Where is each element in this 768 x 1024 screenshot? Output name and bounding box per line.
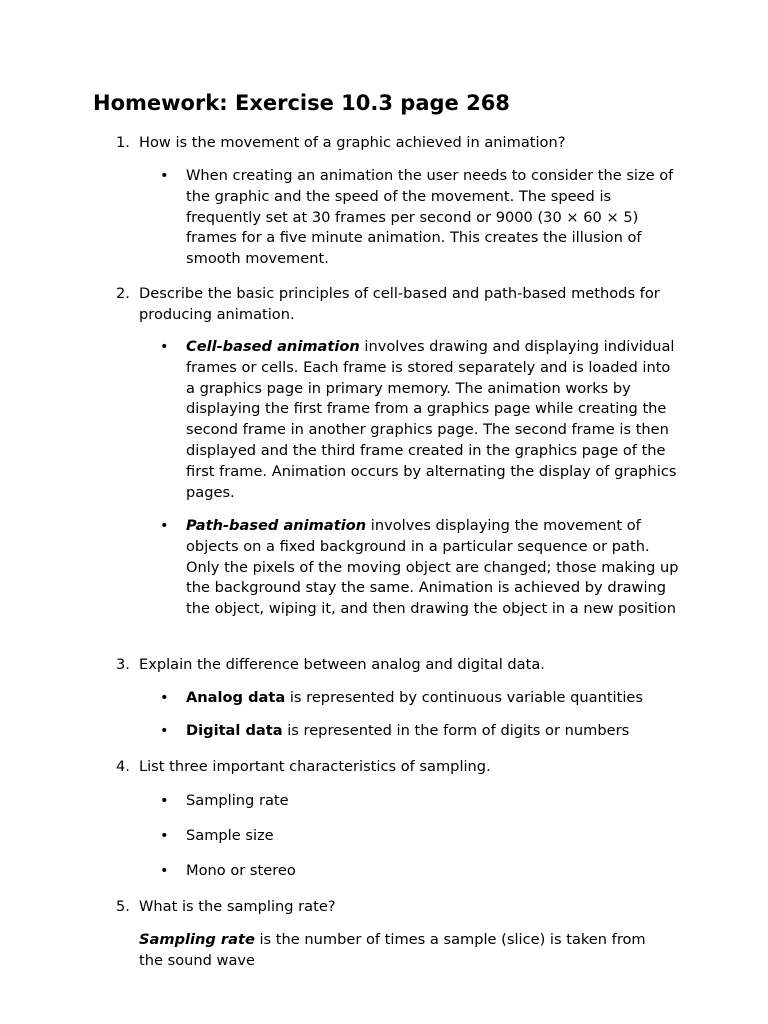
answer-term: Sampling rate: [139, 931, 255, 948]
question-number: 1.: [116, 134, 130, 151]
question-text: What is the sampling rate?: [139, 898, 336, 915]
bullet-term: Digital data: [186, 722, 283, 739]
bullet-text: When creating an animation the user needs to consider the size of the graphic and the speed of the movement. The speed is frequently set at 30 frames per second or 9000 (30 × 60 × 5) frames for a five minute animation. This creates the illusion of smooth movement.: [186, 167, 674, 268]
bullet-icon: •: [160, 338, 169, 355]
bullet-text: Sampling rate: [186, 792, 289, 809]
bullet-item: [160, 721, 680, 742]
question-4: [116, 756, 676, 777]
question-number: 4.: [116, 758, 130, 775]
answer-paragraph: [139, 930, 659, 972]
bullet-item: [160, 826, 680, 847]
bullet-text: is represented by continuous variable quantities: [285, 689, 643, 706]
bullet-icon: •: [160, 517, 169, 534]
bullet-text: involves drawing and displaying individual frames or cells. Each frame is stored separately and is loaded into a graphics page in primary memory. The animation works by displaying the first frame from a graphics page while creating the second frame in another graphics page. The second frame is then displayed and the third frame created in the graphics page of the first frame. Animation occurs by alternating the display of graphics pages.: [186, 338, 677, 501]
bullet-text: Mono or stereo: [186, 862, 296, 879]
question-5: [116, 896, 676, 917]
question-text: Explain the difference between analog and digital data.: [139, 656, 545, 673]
bullet-icon: •: [160, 827, 169, 844]
bullet-term: Path-based animation: [186, 517, 367, 534]
question-number: 3.: [116, 656, 130, 673]
question-3: [116, 654, 676, 675]
bullet-term: Analog data: [186, 689, 286, 706]
bullet-item: [160, 861, 680, 882]
question-2: [116, 283, 676, 325]
question-number: 5.: [116, 898, 130, 915]
bullet-item: [160, 337, 680, 503]
bullet-term: Cell-based animation: [186, 338, 360, 355]
bullet-text: is represented in the form of digits or numbers: [282, 722, 630, 739]
question-number: 2.: [116, 285, 130, 302]
question-text: Describe the basic principles of cell-based and path-based methods for producing animation.: [139, 285, 660, 323]
bullet-item: [160, 791, 680, 812]
bullet-item: [160, 688, 680, 709]
page-title: Homework: Exercise 10.3 page 268: [93, 91, 510, 115]
bullet-text: Sample size: [186, 827, 274, 844]
bullet-icon: •: [160, 792, 169, 809]
bullet-icon: •: [160, 722, 169, 739]
bullet-item: [160, 166, 680, 270]
question-text: List three important characteristics of sampling.: [139, 758, 491, 775]
bullet-icon: •: [160, 167, 169, 184]
question-1: [116, 132, 676, 153]
bullet-item: [160, 516, 680, 620]
bullet-icon: •: [160, 862, 169, 879]
bullet-text: involves displaying the movement of objects on a fixed background in a particular sequence or path. Only the pixels of the moving object are changed; those making up the background stay the same. Animation is achieved by drawing the object, wiping it, and then drawing the object in a new position: [186, 517, 679, 618]
bullet-icon: •: [160, 689, 169, 706]
answer-text: is the number of times a sample (slice) is taken from the sound wave: [139, 931, 646, 969]
question-text: How is the movement of a graphic achieved in animation?: [139, 134, 566, 151]
